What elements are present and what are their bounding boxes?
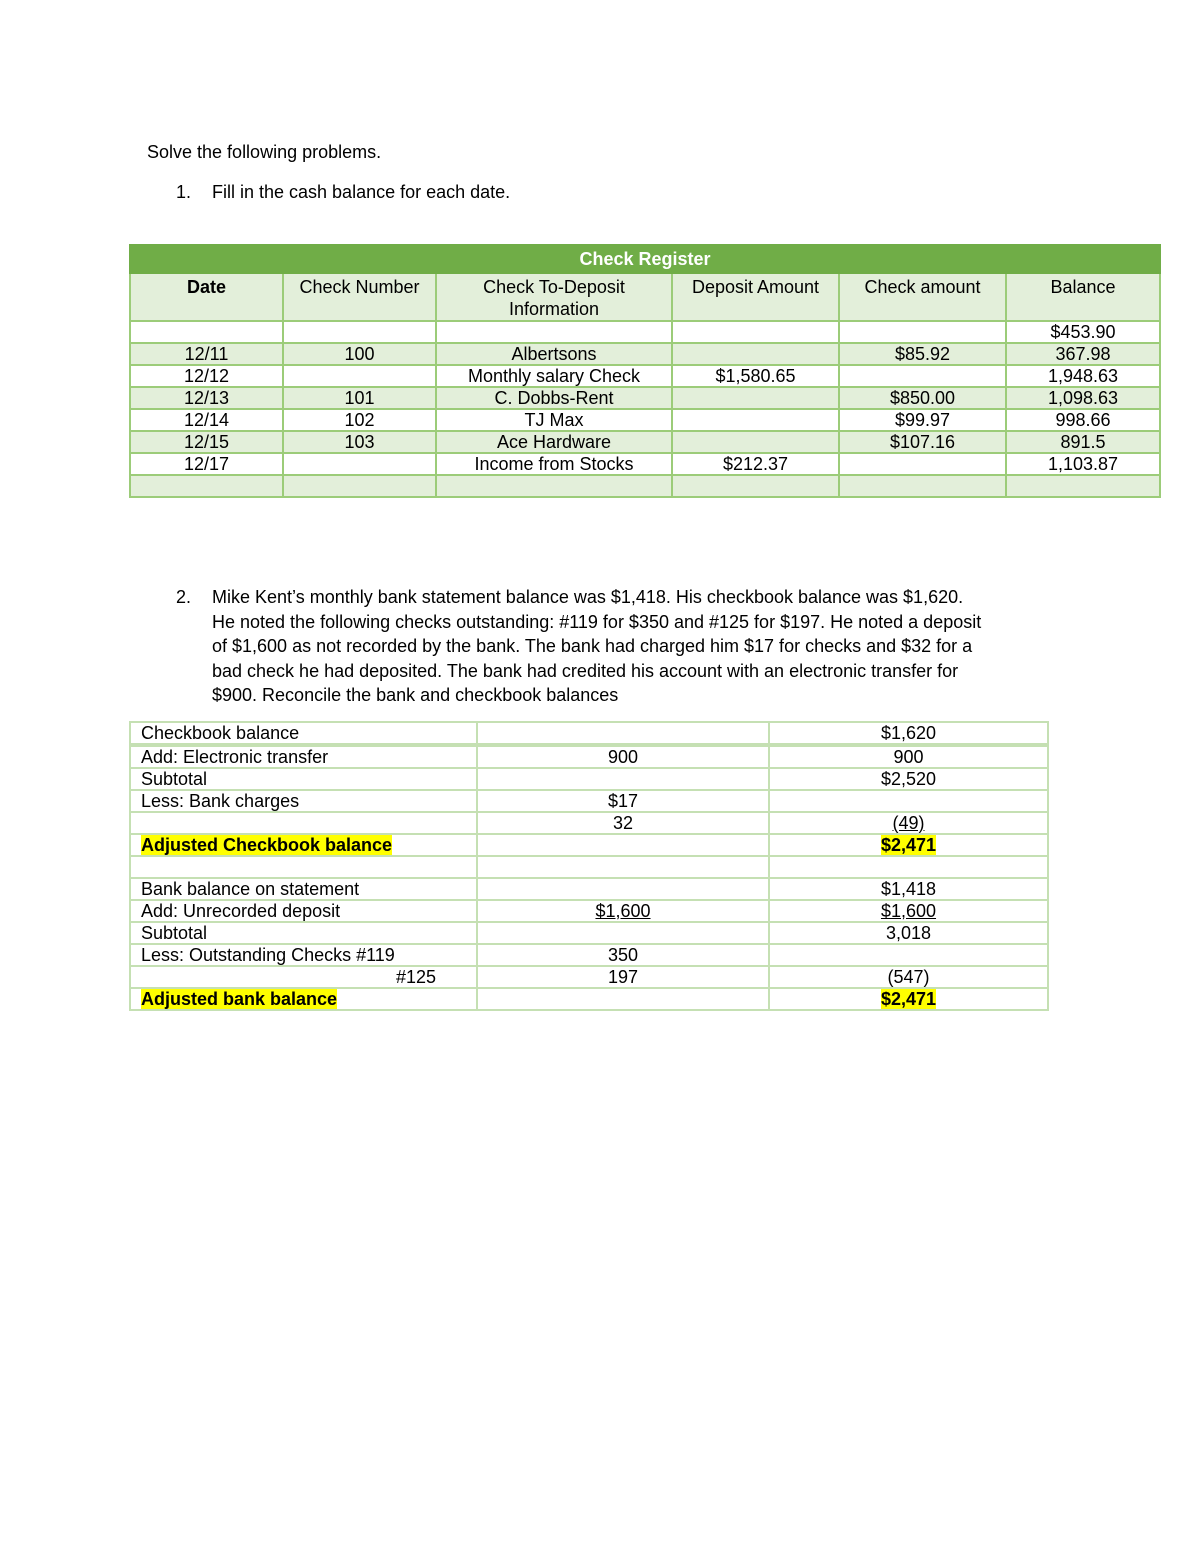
register-cell-check-number bbox=[283, 453, 436, 475]
register-cell-check-amount bbox=[839, 453, 1006, 475]
reconciliation-row bbox=[130, 966, 1048, 988]
register-cell-balance: 998.66 bbox=[1006, 409, 1160, 431]
register-cell-check-number bbox=[283, 365, 436, 387]
reconciliation-total bbox=[769, 834, 1048, 856]
highlighted-label: Adjusted Checkbook balance bbox=[141, 835, 393, 855]
reconciliation-row bbox=[130, 900, 1048, 922]
reconciliation-row bbox=[130, 988, 1048, 1010]
reconciliation-row bbox=[130, 812, 1048, 834]
reconciliation-total bbox=[769, 768, 1048, 790]
register-cell-description bbox=[436, 475, 672, 497]
register-cell-date: 12/13 bbox=[130, 387, 283, 409]
reconciliation-label: Checkbook balance bbox=[130, 722, 477, 745]
register-cell-balance: 1,103.87 bbox=[1006, 453, 1160, 475]
reconciliation-amount bbox=[477, 944, 769, 966]
question-2-line: $900. Reconcile the bank and checkbook balances bbox=[212, 685, 619, 705]
intro-text: Solve the following problems. bbox=[147, 142, 382, 162]
question-2-line: He noted the following checks outstanding: #119 for $350 and #125 for $197. He noted a deposit bbox=[212, 611, 982, 632]
question-2-line: bad check he had deposited. The bank had credited his account with an electronic transfer for bbox=[212, 660, 959, 681]
reconciliation-total bbox=[769, 745, 1048, 768]
reconciliation-total-value: (547) bbox=[887, 967, 930, 987]
reconciliation-row bbox=[130, 856, 1048, 878]
register-row bbox=[130, 365, 1160, 387]
register-cell-description: Ace Hardware bbox=[436, 431, 672, 453]
register-cell-check-number: 102 bbox=[283, 409, 436, 431]
reconciliation-total-value: $2,471 bbox=[880, 989, 937, 1009]
reconciliation-label: Less: Outstanding Checks #119 bbox=[130, 944, 477, 966]
reconciliation-label: Less: Bank charges bbox=[130, 790, 477, 812]
reconciliation-amount bbox=[477, 812, 769, 834]
register-cell-balance bbox=[1006, 475, 1160, 497]
reconciliation-label bbox=[130, 988, 477, 1010]
header-check-to-deposit: Check To-Deposit Information bbox=[436, 273, 672, 321]
reconciliation-amount bbox=[477, 722, 769, 745]
reconciliation-amount-value: 900 bbox=[607, 747, 639, 767]
reconciliation-total-value: 900 bbox=[893, 747, 924, 767]
reconciliation-amount bbox=[477, 988, 769, 1010]
reconciliation-total bbox=[769, 988, 1048, 1010]
reconciliation-total bbox=[769, 856, 1048, 878]
reconciliation-total-value: 3,018 bbox=[885, 923, 932, 943]
reconciliation-total-value: $1,600 bbox=[880, 901, 937, 921]
register-cell-description: Income from Stocks bbox=[436, 453, 672, 475]
register-cell-date: 12/14 bbox=[130, 409, 283, 431]
register-cell-deposit: $212.37 bbox=[672, 453, 839, 475]
register-cell-deposit bbox=[672, 431, 839, 453]
register-row bbox=[130, 475, 1160, 497]
register-cell-check-amount: $107.16 bbox=[839, 431, 1006, 453]
reconciliation-label: #125 bbox=[130, 966, 477, 988]
reconciliation-total-value: $2,471 bbox=[880, 835, 937, 855]
register-cell-check-amount bbox=[839, 475, 1006, 497]
header-check-amount: Check amount bbox=[839, 273, 1006, 321]
reconciliation-row bbox=[130, 745, 1048, 768]
reconciliation-row bbox=[130, 834, 1048, 856]
reconciliation-total-value: $2,520 bbox=[880, 769, 937, 789]
question-2-number: 2. bbox=[176, 587, 192, 607]
reconciliation-label bbox=[130, 856, 477, 878]
register-cell-deposit bbox=[672, 387, 839, 409]
reconciliation-total bbox=[769, 922, 1048, 944]
reconciliation-label: Bank balance on statement bbox=[130, 878, 477, 900]
reconciliation-amount-value: $17 bbox=[607, 791, 639, 811]
register-cell-balance: 1,948.63 bbox=[1006, 365, 1160, 387]
reconciliation-row bbox=[130, 790, 1048, 812]
register-row bbox=[130, 453, 1160, 475]
reconciliation-amount bbox=[477, 856, 769, 878]
register-cell-deposit bbox=[672, 343, 839, 365]
reconciliation-amount bbox=[477, 878, 769, 900]
header-balance: Balance bbox=[1006, 273, 1160, 321]
register-cell-deposit bbox=[672, 321, 839, 343]
reconciliation-amount bbox=[477, 745, 769, 768]
reconciliation-total bbox=[769, 966, 1048, 988]
register-cell-description bbox=[436, 321, 672, 343]
register-row bbox=[130, 321, 1160, 343]
register-row bbox=[130, 387, 1160, 409]
reconciliation-label: Add: Electronic transfer bbox=[130, 745, 477, 768]
reconciliation-total bbox=[769, 944, 1048, 966]
register-row bbox=[130, 431, 1160, 453]
register-cell-balance: $453.90 bbox=[1006, 321, 1160, 343]
register-title: Check Register bbox=[130, 245, 1160, 273]
register-cell-description: C. Dobbs-Rent bbox=[436, 387, 672, 409]
question-1-number: 1. bbox=[176, 182, 192, 202]
reconciliation-label: Subtotal bbox=[130, 768, 477, 790]
reconciliation-table bbox=[129, 721, 1049, 1011]
register-cell-check-amount bbox=[839, 321, 1006, 343]
reconciliation-amount bbox=[477, 922, 769, 944]
reconciliation-row bbox=[130, 944, 1048, 966]
register-cell-date: 12/11 bbox=[130, 343, 283, 365]
register-cell-balance: 367.98 bbox=[1006, 343, 1160, 365]
question-1 bbox=[176, 182, 510, 203]
register-cell-date: 12/15 bbox=[130, 431, 283, 453]
register-cell-balance: 1,098.63 bbox=[1006, 387, 1160, 409]
reconciliation-total-value: (49) bbox=[892, 813, 925, 833]
register-cell-description: Monthly salary Check bbox=[436, 365, 672, 387]
register-cell-balance: 891.5 bbox=[1006, 431, 1160, 453]
reconciliation-total bbox=[769, 878, 1048, 900]
reconciliation-row bbox=[130, 878, 1048, 900]
register-cell-check-amount: $850.00 bbox=[839, 387, 1006, 409]
reconciliation-amount bbox=[477, 900, 769, 922]
register-cell-check-amount bbox=[839, 365, 1006, 387]
register-row bbox=[130, 343, 1160, 365]
reconciliation-total bbox=[769, 900, 1048, 922]
register-cell-check-number: 100 bbox=[283, 343, 436, 365]
reconciliation-label bbox=[130, 812, 477, 834]
reconciliation-total bbox=[769, 790, 1048, 812]
reconciliation-amount-value: 32 bbox=[612, 813, 634, 833]
register-cell-deposit bbox=[672, 409, 839, 431]
reconciliation-label bbox=[130, 834, 477, 856]
reconciliation-label: Subtotal bbox=[130, 922, 477, 944]
question-2-line: Mike Kent’s monthly bank statement balance was $1,418. His checkbook balance was $1,620. bbox=[212, 587, 964, 607]
register-cell-check-amount: $85.92 bbox=[839, 343, 1006, 365]
reconciliation-row bbox=[130, 768, 1048, 790]
header-date: Date bbox=[130, 273, 283, 321]
register-row bbox=[130, 409, 1160, 431]
reconciliation-amount bbox=[477, 966, 769, 988]
reconciliation-total bbox=[769, 812, 1048, 834]
register-cell-description: Albertsons bbox=[436, 343, 672, 365]
register-header-row bbox=[130, 273, 1160, 321]
register-cell-check-number bbox=[283, 321, 436, 343]
register-cell-date: 12/12 bbox=[130, 365, 283, 387]
question-2-text bbox=[212, 585, 1076, 708]
register-cell-deposit: $1,580.65 bbox=[672, 365, 839, 387]
header-deposit-amount: Deposit Amount bbox=[672, 273, 839, 321]
register-cell-date bbox=[130, 475, 283, 497]
register-cell-deposit bbox=[672, 475, 839, 497]
reconciliation-amount-value: 197 bbox=[607, 967, 639, 987]
reconciliation-total bbox=[769, 722, 1048, 745]
reconciliation-total-value: $1,418 bbox=[880, 879, 937, 899]
register-cell-check-number: 103 bbox=[283, 431, 436, 453]
reconciliation-total-value: $1,620 bbox=[880, 723, 937, 743]
question-2-line: of $1,600 as not recorded by the bank. The bank had charged him $17 for checks and $32 for a bbox=[212, 636, 973, 656]
reconciliation-label: Add: Unrecorded deposit bbox=[130, 900, 477, 922]
question-1-text: Fill in the cash balance for each date. bbox=[212, 182, 511, 202]
reconciliation-row bbox=[130, 722, 1048, 745]
register-cell-date bbox=[130, 321, 283, 343]
register-cell-check-number bbox=[283, 475, 436, 497]
reconciliation-amount-value: $1,600 bbox=[595, 901, 651, 921]
register-cell-description: TJ Max bbox=[436, 409, 672, 431]
header-check-number: Check Number bbox=[283, 273, 436, 321]
check-register-table bbox=[129, 244, 1161, 498]
register-cell-check-amount: $99.97 bbox=[839, 409, 1006, 431]
reconciliation-amount-value: 350 bbox=[607, 945, 639, 965]
register-cell-check-number: 101 bbox=[283, 387, 436, 409]
register-cell-date: 12/17 bbox=[130, 453, 283, 475]
reconciliation-amount bbox=[477, 790, 769, 812]
reconciliation-amount bbox=[477, 834, 769, 856]
reconciliation-amount bbox=[477, 768, 769, 790]
reconciliation-row bbox=[130, 922, 1048, 944]
highlighted-label: Adjusted bank balance bbox=[141, 989, 338, 1009]
question-2 bbox=[176, 585, 1076, 708]
